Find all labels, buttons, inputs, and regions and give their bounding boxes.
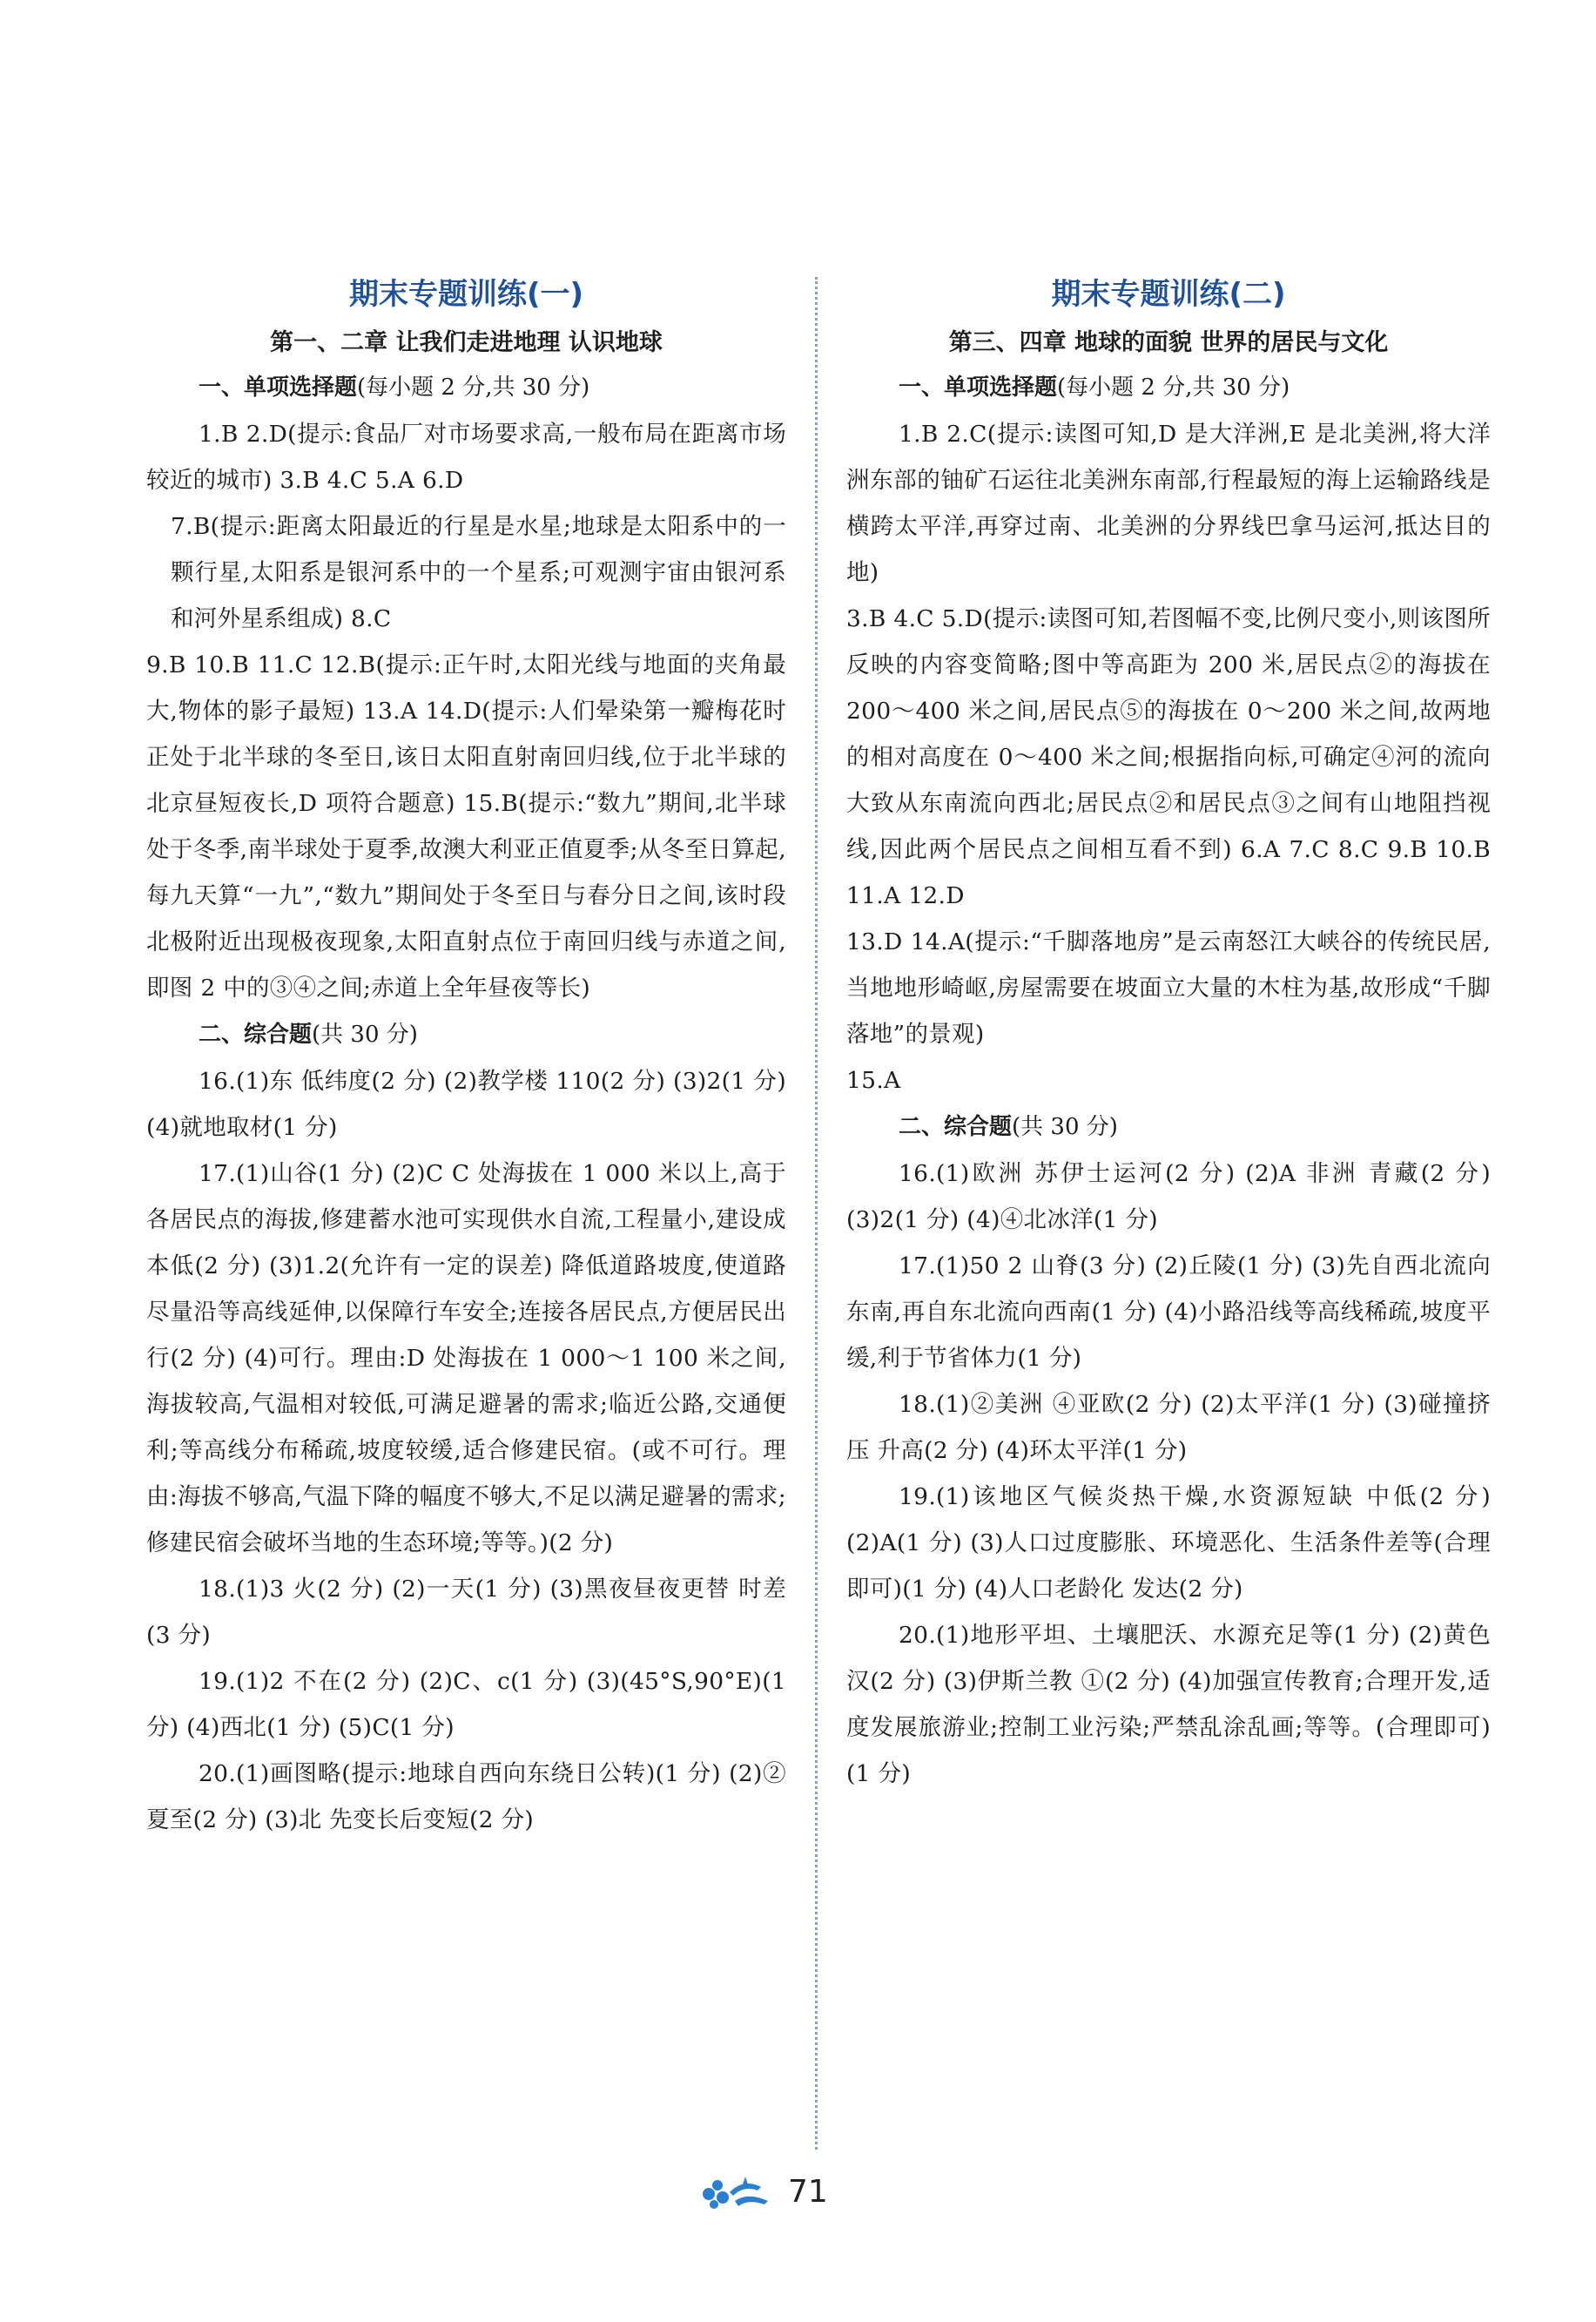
right-answer-19: 19.(1)该地区气候炎热干燥,水资源短缺 中低(2 分) (2)A(1 分) (3)人口过度膨胀、环境恶化、生活条件差等(合理即可)(1 分) (4)人口老龄化 发达(2 分) (846, 1483, 1491, 1603)
left-answer-17: 17.(1)山谷(1 分) (2)C C 处海拔在 1 000 米以上,高于各居民点的海拔,修建蓄水池可实现供水自流,工程量小,建设成本低(2 分) (3)1.2(允许有一定的误差) 降低道路坡度,使道路尽量沿等高线延伸,以保障行车安全;连接各居民点,方便居民出行(2 分) (4)可行。理由:D 处海拔在 1 000～1 100 米之间,海拔较高,气温相对较低,可满足避暑的需求;临近公路,交通便利;等高线分布稀疏,坡度较缓,适合修建民宿。(或不可行。理由:海拔不够高,气温下降的幅度不够大,不足以满足避暑的需求;修建民宿会破坏当地的生态环境;等等。)(2 分) (146, 1160, 786, 1556)
left-choice-para-3: 9.B 10.B 11.C 12.B(提示:正午时,太阳光线与地面的夹角最大,物体的影子最短) 13.A 14.D(提示:人们晕染第一瓣梅花时正处于北半球的冬至日,该日太阳直射南回归线,位于北半球的北京昼短夜长,D 项符合题意) 15.B(提示:“数九”期间,北半球处于冬季,南半球处于夏季,故澳大利亚正值夏季;从冬至日算起,每九天算“一九”,“数九”期间处于冬至日与春分日之间,该时段北极附近出现极夜现象,太阳直射点位于南回归线与赤道之间,即图 2 中的③④之间;赤道上全年昼夜等长) (146, 651, 786, 1002)
right-column (846, 270, 1491, 1797)
left-subtitle: 第一、二章 让我们走进地理 认识地球 (270, 329, 663, 356)
right-choice-para-4: 15.A (846, 1067, 901, 1094)
right-title: 期末专题训练(二) (1051, 277, 1286, 312)
right-choice-para-2: 3.B 4.C 5.D(提示:读图可知,若图幅不变,比例尺变小,则该图所反映的内容变简略;图中等高距为 200 米,居民点②的海拔在 200～400 米之间,居民点⑤的海拔在 0～200 米之间,故两地的相对高度在 0～400 米之间;根据指向标,可确定④河的流向大致从东南流向西北;居民点②和居民点③之间有山地阻挡视线,因此两个居民点之间相互看不到) 6.A 7.C 8.C 9.B 10.B 11.A 12.D (846, 605, 1491, 909)
right-answer-17: 17.(1)50 2 山脊(3 分) (2)丘陵(1 分) (3)先自西北流向东南,再自东北流向西南(1 分) (4)小路沿线等高线稀疏,坡度平缓,利于节省体力(1 分) (846, 1252, 1491, 1372)
right-answer-20: 20.(1)地形平坦、土壤肥沃、水源充足等(1 分) (2)黄色 汉(2 分) (3)伊斯兰教 ①(2 分) (4)加强宣传教育;合理开发,适度发展旅游业;控制工业污染;严禁乱涂乱画;等等。(合理即可)(1 分) (846, 1622, 1491, 1787)
right-section-comprehensive-heading: 二、综合题 (899, 1114, 1013, 1140)
right-subtitle: 第三、四章 地球的面貌 世界的居民与文化 (948, 329, 1389, 356)
left-section-choice-note: (每小题 2 分,共 30 分) (357, 375, 590, 401)
left-answer-18: 18.(1)3 火(2 分) (2)一天(1 分) (3)黑夜昼夜更替 时差(3 分) (146, 1576, 786, 1649)
left-section-comprehensive (146, 1011, 786, 1058)
left-section-choice-heading: 一、单项选择题 (199, 375, 358, 401)
right-section-choice (846, 364, 1491, 411)
right-section-choice-note: (每小题 2 分,共 30 分) (1057, 375, 1290, 401)
right-choice-para-3: 13.D 14.A(提示:“千脚落地房”是云南怒江大峡谷的传统民居,当地地形崎岖,房屋需要在坡面立大量的木柱为基,故形成“千脚落地”的景观) (846, 928, 1491, 1048)
left-choice-para-1: 1.B 2.D(提示:食品厂对市场要求高,一般布局在距离市场较近的城市) 3.B 4.C 5.A 6.D (146, 421, 786, 494)
right-section-comprehensive (846, 1104, 1491, 1151)
column-divider (815, 277, 818, 2150)
blue-flower-logo-icon (697, 2168, 777, 2217)
left-answer-20: 20.(1)画图略(提示:地球自西向东绕日公转)(1 分) (2)② 夏至(2 分) (3)北 先变长后变短(2 分) (146, 1760, 786, 1833)
left-section-comprehensive-note: (共 30 分) (312, 1022, 418, 1048)
right-answer-16: 16.(1)欧洲 苏伊士运河(2 分) (2)A 非洲 青藏(2 分) (3)2(1 分) (4)④北冰洋(1 分) (846, 1160, 1491, 1233)
right-section-choice-heading: 一、单项选择题 (899, 375, 1058, 401)
left-column (146, 270, 786, 1843)
page-footer (0, 2164, 1596, 2225)
left-answer-16: 16.(1)东 低纬度(2 分) (2)教学楼 110(2 分) (3)2(1 分) (4)就地取材(1 分) (146, 1068, 786, 1141)
left-section-choice (146, 364, 786, 411)
page-number: 71 (788, 2174, 828, 2210)
left-choice-para-2: 7.B(提示:距离太阳最近的行星是水星;地球是太阳系中的一颗行星,太阳系是银河系中的一个星系;可观测宇宙由银河系和河外星系组成) 8.C (171, 513, 786, 632)
left-title: 期末专题训练(一) (348, 277, 584, 312)
left-section-comprehensive-heading: 二、综合题 (199, 1022, 313, 1048)
right-answer-18: 18.(1)②美洲 ④亚欧(2 分) (2)太平洋(1 分) (3)碰撞挤压 升高(2 分) (4)环太平洋(1 分) (846, 1391, 1491, 1464)
right-choice-para-1: 1.B 2.C(提示:读图可知,D 是大洋洲,E 是北美洲,将大洋洲东部的铀矿石运往北美洲东南部,行程最短的海上运输路线是横跨太平洋,再穿过南、北美洲的分界线巴拿马运河,抵达目的地) (846, 421, 1491, 586)
left-answer-19: 19.(1)2 不在(2 分) (2)C、c(1 分) (3)(45°S,90°E)(1 分) (4)西北(1 分) (5)C(1 分) (146, 1668, 786, 1741)
right-section-comprehensive-note: (共 30 分) (1012, 1114, 1118, 1140)
